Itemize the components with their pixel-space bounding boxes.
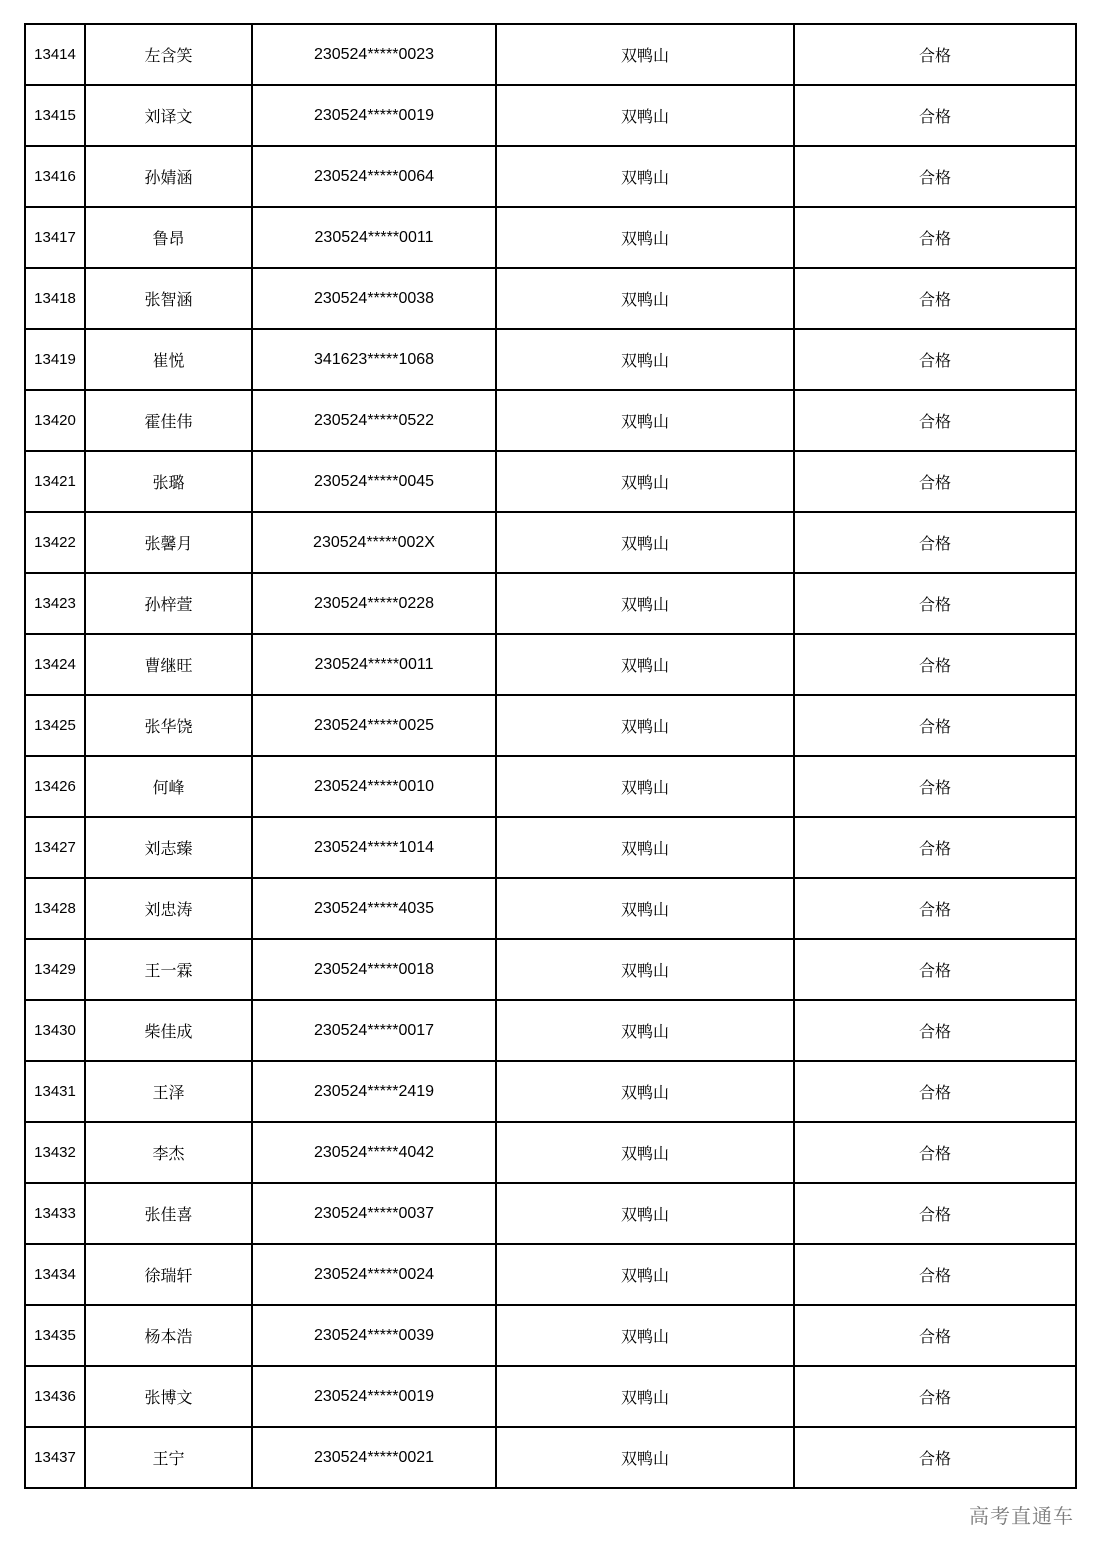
cell-number: 13429 — [25, 939, 85, 1000]
cell-id-number: 230524*****0228 — [252, 573, 496, 634]
cell-result: 合格 — [794, 1061, 1076, 1122]
cell-name: 张佳喜 — [85, 1183, 252, 1244]
cell-id-number: 230524*****0017 — [252, 1000, 496, 1061]
cell-number: 13418 — [25, 268, 85, 329]
cell-name: 张智涵 — [85, 268, 252, 329]
table-row — [25, 1183, 1076, 1244]
cell-name: 李杰 — [85, 1122, 252, 1183]
cell-name: 曹继旺 — [85, 634, 252, 695]
cell-region: 双鸭山 — [496, 451, 794, 512]
table-row — [25, 573, 1076, 634]
cell-id-number: 230524*****0021 — [252, 1427, 496, 1488]
cell-id-number: 230524*****0018 — [252, 939, 496, 1000]
cell-name: 王一霖 — [85, 939, 252, 1000]
table-row — [25, 1427, 1076, 1488]
cell-result: 合格 — [794, 1244, 1076, 1305]
cell-id-number: 230524*****0011 — [252, 207, 496, 268]
table-row — [25, 390, 1076, 451]
cell-number: 13437 — [25, 1427, 85, 1488]
cell-region: 双鸭山 — [496, 207, 794, 268]
cell-id-number: 230524*****0064 — [252, 146, 496, 207]
cell-name: 孙婧涵 — [85, 146, 252, 207]
cell-name: 王泽 — [85, 1061, 252, 1122]
table-row — [25, 1366, 1076, 1427]
results-table — [24, 23, 1077, 1489]
cell-name: 崔悦 — [85, 329, 252, 390]
cell-name: 孙梓萱 — [85, 573, 252, 634]
cell-number: 13428 — [25, 878, 85, 939]
cell-result: 合格 — [794, 1000, 1076, 1061]
cell-result: 合格 — [794, 390, 1076, 451]
table-row — [25, 1061, 1076, 1122]
table-row — [25, 512, 1076, 573]
cell-number: 13434 — [25, 1244, 85, 1305]
cell-region: 双鸭山 — [496, 634, 794, 695]
cell-region: 双鸭山 — [496, 878, 794, 939]
table-row — [25, 817, 1076, 878]
cell-name: 霍佳伟 — [85, 390, 252, 451]
cell-id-number: 230524*****1014 — [252, 817, 496, 878]
cell-number: 13430 — [25, 1000, 85, 1061]
cell-region: 双鸭山 — [496, 1305, 794, 1366]
table-row — [25, 1305, 1076, 1366]
cell-region: 双鸭山 — [496, 756, 794, 817]
cell-number: 13417 — [25, 207, 85, 268]
cell-number: 13421 — [25, 451, 85, 512]
cell-region: 双鸭山 — [496, 817, 794, 878]
cell-id-number: 230524*****4035 — [252, 878, 496, 939]
cell-name: 徐瑞轩 — [85, 1244, 252, 1305]
table-row — [25, 451, 1076, 512]
cell-region: 双鸭山 — [496, 146, 794, 207]
table-row — [25, 878, 1076, 939]
cell-region: 双鸭山 — [496, 390, 794, 451]
cell-id-number: 230524*****0039 — [252, 1305, 496, 1366]
cell-number: 13427 — [25, 817, 85, 878]
cell-result: 合格 — [794, 695, 1076, 756]
cell-number: 13424 — [25, 634, 85, 695]
cell-number: 13436 — [25, 1366, 85, 1427]
cell-id-number: 230524*****0011 — [252, 634, 496, 695]
cell-id-number: 230524*****0045 — [252, 451, 496, 512]
table-row — [25, 634, 1076, 695]
cell-result: 合格 — [794, 817, 1076, 878]
watermark-text: 高考直通车 — [969, 1504, 1074, 1528]
cell-id-number: 230524*****0025 — [252, 695, 496, 756]
table-row — [25, 329, 1076, 390]
cell-id-number: 230524*****0037 — [252, 1183, 496, 1244]
cell-region: 双鸭山 — [496, 268, 794, 329]
cell-id-number: 230524*****002X — [252, 512, 496, 573]
cell-number: 13419 — [25, 329, 85, 390]
cell-region: 双鸭山 — [496, 1000, 794, 1061]
cell-number: 13432 — [25, 1122, 85, 1183]
cell-name: 何峰 — [85, 756, 252, 817]
cell-id-number: 230524*****0038 — [252, 268, 496, 329]
cell-region: 双鸭山 — [496, 1183, 794, 1244]
cell-result: 合格 — [794, 451, 1076, 512]
cell-id-number: 230524*****0019 — [252, 1366, 496, 1427]
cell-id-number: 341623*****1068 — [252, 329, 496, 390]
cell-region: 双鸭山 — [496, 1122, 794, 1183]
cell-region: 双鸭山 — [496, 695, 794, 756]
table-row — [25, 756, 1076, 817]
cell-result: 合格 — [794, 878, 1076, 939]
cell-region: 双鸭山 — [496, 1244, 794, 1305]
cell-result: 合格 — [794, 24, 1076, 85]
cell-result: 合格 — [794, 939, 1076, 1000]
table-row — [25, 146, 1076, 207]
table-row — [25, 939, 1076, 1000]
table-row — [25, 85, 1076, 146]
cell-name: 杨本浩 — [85, 1305, 252, 1366]
table-row — [25, 1122, 1076, 1183]
cell-region: 双鸭山 — [496, 24, 794, 85]
cell-number: 13416 — [25, 146, 85, 207]
cell-number: 13423 — [25, 573, 85, 634]
cell-region: 双鸭山 — [496, 329, 794, 390]
cell-number: 13414 — [25, 24, 85, 85]
cell-name: 王宁 — [85, 1427, 252, 1488]
cell-id-number: 230524*****2419 — [252, 1061, 496, 1122]
cell-name: 柴佳成 — [85, 1000, 252, 1061]
cell-result: 合格 — [794, 1122, 1076, 1183]
table-row — [25, 1244, 1076, 1305]
table-row — [25, 268, 1076, 329]
cell-name: 刘志臻 — [85, 817, 252, 878]
cell-name: 张华饶 — [85, 695, 252, 756]
table-row — [25, 207, 1076, 268]
cell-region: 双鸭山 — [496, 939, 794, 1000]
cell-region: 双鸭山 — [496, 512, 794, 573]
cell-region: 双鸭山 — [496, 573, 794, 634]
cell-name: 张馨月 — [85, 512, 252, 573]
cell-region: 双鸭山 — [496, 1427, 794, 1488]
table-row — [25, 695, 1076, 756]
cell-result: 合格 — [794, 268, 1076, 329]
cell-name: 张博文 — [85, 1366, 252, 1427]
cell-id-number: 230524*****0522 — [252, 390, 496, 451]
cell-number: 13426 — [25, 756, 85, 817]
cell-number: 13422 — [25, 512, 85, 573]
cell-result: 合格 — [794, 329, 1076, 390]
cell-number: 13431 — [25, 1061, 85, 1122]
cell-name: 左含笑 — [85, 24, 252, 85]
cell-number: 13433 — [25, 1183, 85, 1244]
cell-id-number: 230524*****4042 — [252, 1122, 496, 1183]
cell-id-number: 230524*****0019 — [252, 85, 496, 146]
cell-result: 合格 — [794, 573, 1076, 634]
cell-number: 13435 — [25, 1305, 85, 1366]
cell-result: 合格 — [794, 1305, 1076, 1366]
cell-result: 合格 — [794, 1183, 1076, 1244]
cell-number: 13420 — [25, 390, 85, 451]
cell-result: 合格 — [794, 85, 1076, 146]
cell-name: 张璐 — [85, 451, 252, 512]
cell-result: 合格 — [794, 146, 1076, 207]
cell-result: 合格 — [794, 634, 1076, 695]
cell-result: 合格 — [794, 1427, 1076, 1488]
cell-number: 13415 — [25, 85, 85, 146]
cell-region: 双鸭山 — [496, 1366, 794, 1427]
cell-name: 鲁昂 — [85, 207, 252, 268]
table-row — [25, 1000, 1076, 1061]
cell-name: 刘译文 — [85, 85, 252, 146]
cell-id-number: 230524*****0023 — [252, 24, 496, 85]
cell-id-number: 230524*****0024 — [252, 1244, 496, 1305]
cell-name: 刘忠涛 — [85, 878, 252, 939]
cell-result: 合格 — [794, 207, 1076, 268]
cell-number: 13425 — [25, 695, 85, 756]
cell-region: 双鸭山 — [496, 85, 794, 146]
cell-region: 双鸭山 — [496, 1061, 794, 1122]
cell-result: 合格 — [794, 512, 1076, 573]
cell-result: 合格 — [794, 1366, 1076, 1427]
cell-id-number: 230524*****0010 — [252, 756, 496, 817]
table-row — [25, 24, 1076, 85]
results-table-body — [25, 24, 1076, 1488]
cell-result: 合格 — [794, 756, 1076, 817]
